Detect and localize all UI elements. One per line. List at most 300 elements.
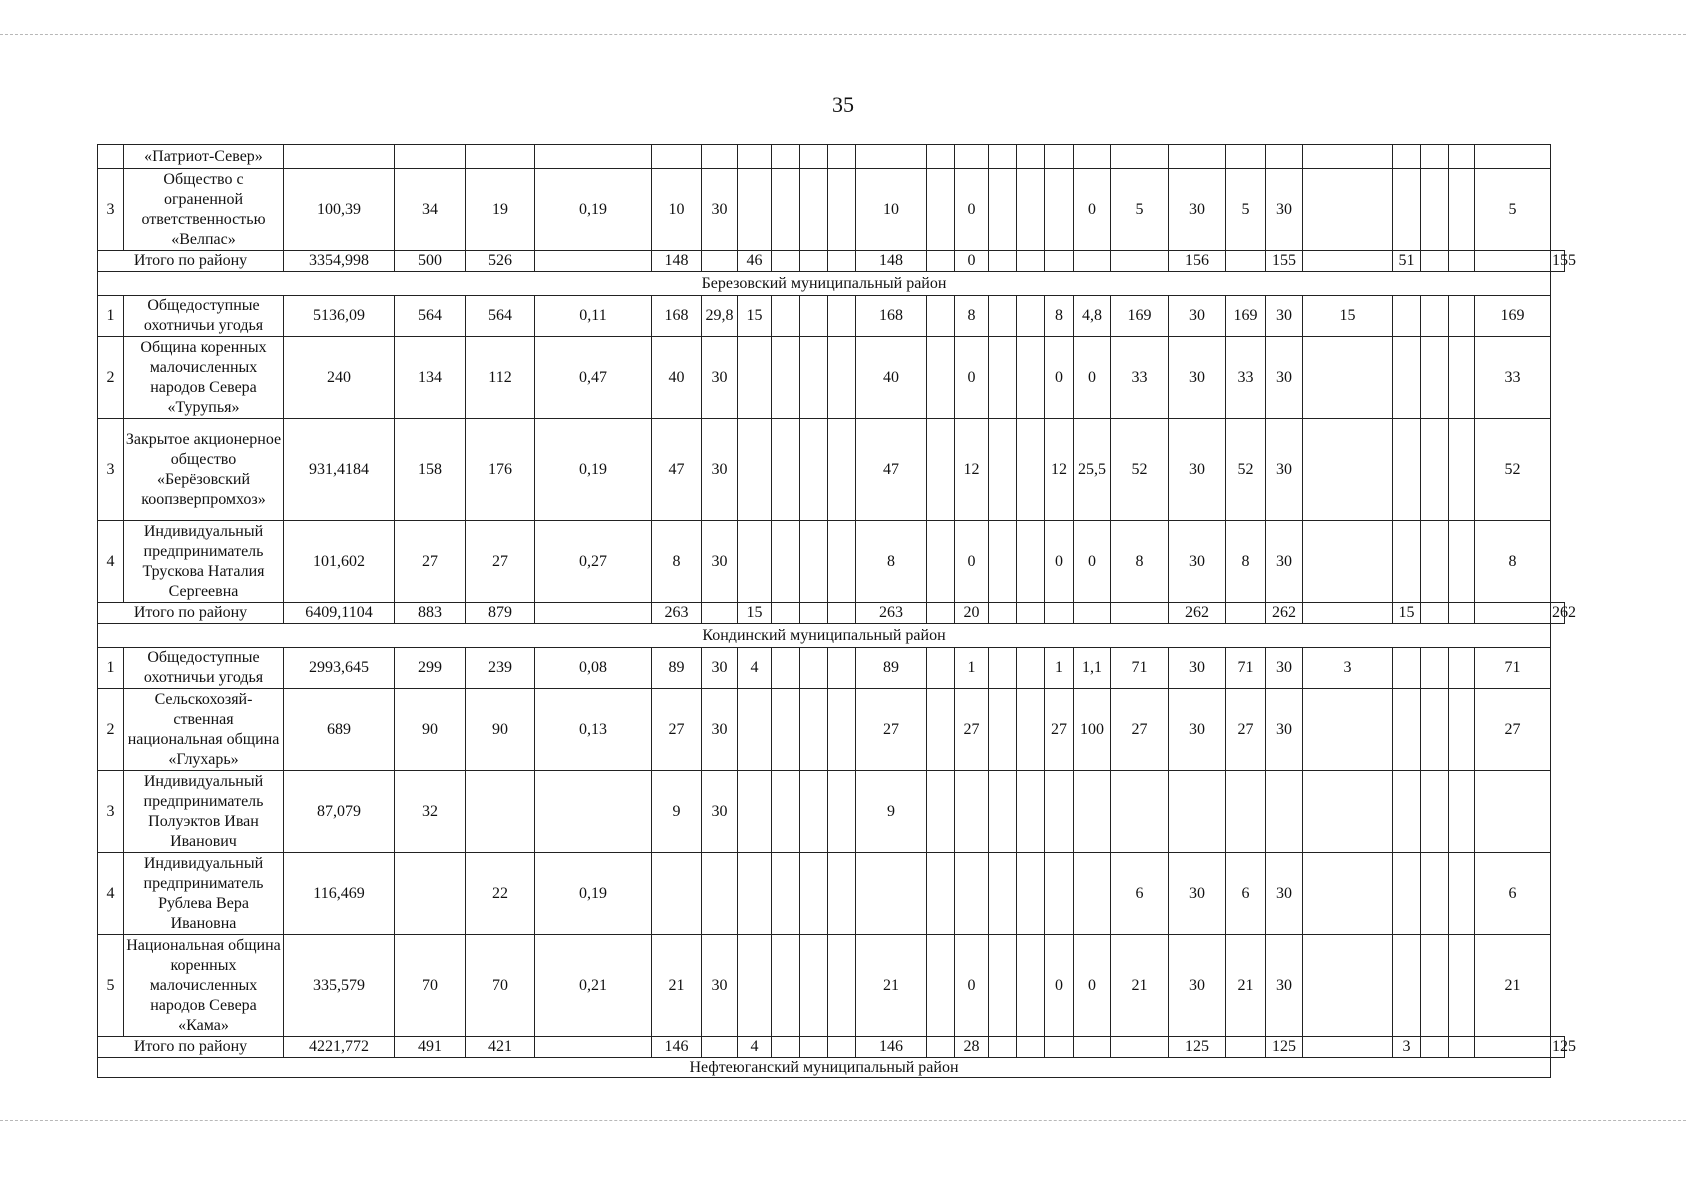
table-cell: 47 bbox=[652, 419, 702, 521]
table-cell: 100,39 bbox=[284, 169, 395, 251]
district-total-row bbox=[98, 603, 1565, 624]
table-row bbox=[98, 337, 1565, 419]
table-cell: 0 bbox=[1074, 169, 1111, 251]
table-cell: 9 bbox=[856, 771, 927, 853]
table-cell: 8 bbox=[856, 521, 927, 603]
organization-name: Закрытое акционерное общество «Берёзовский коопзверпромхоз» bbox=[124, 419, 284, 521]
table-row bbox=[98, 419, 1565, 521]
table-cell bbox=[828, 771, 856, 853]
table-cell: 20 bbox=[955, 603, 989, 624]
table-cell: 263 bbox=[652, 603, 702, 624]
table-cell: 87,079 bbox=[284, 771, 395, 853]
district-header-row bbox=[98, 1058, 1565, 1078]
table-cell bbox=[927, 853, 955, 935]
table-cell bbox=[772, 521, 800, 603]
row-number: 3 bbox=[98, 169, 124, 251]
table-cell bbox=[772, 689, 800, 771]
table-cell: 12 bbox=[955, 419, 989, 521]
table-cell: 0,08 bbox=[535, 648, 652, 689]
table-cell bbox=[1111, 771, 1169, 853]
table-cell bbox=[989, 296, 1017, 337]
table-cell: 30 bbox=[1266, 337, 1303, 419]
table-cell: 155 bbox=[1266, 251, 1303, 272]
table-cell: 33 bbox=[1475, 337, 1551, 419]
table-cell: 30 bbox=[1169, 853, 1226, 935]
organization-name: Индивидуальный предприниматель Трускова Наталия Сергеевна bbox=[124, 521, 284, 603]
table-cell: 0,19 bbox=[535, 853, 652, 935]
table-cell bbox=[955, 853, 989, 935]
table-cell: 0 bbox=[1074, 337, 1111, 419]
table-cell bbox=[828, 169, 856, 251]
table-cell: 30 bbox=[1169, 521, 1226, 603]
district-name: Кондинский муниципальный район bbox=[98, 624, 1551, 648]
table-cell: 4 bbox=[738, 648, 772, 689]
table-cell bbox=[1449, 169, 1475, 251]
table-cell bbox=[1045, 1037, 1074, 1058]
table-cell: 931,4184 bbox=[284, 419, 395, 521]
organization-name: Община коренных малочисленных народов Севера «Турупья» bbox=[124, 337, 284, 419]
row-number: 5 bbox=[98, 935, 124, 1037]
table-cell: 15 bbox=[738, 296, 772, 337]
table-cell bbox=[1421, 935, 1449, 1037]
table-cell bbox=[1421, 337, 1449, 419]
table-cell: 10 bbox=[652, 169, 702, 251]
table-cell bbox=[395, 853, 466, 935]
table-cell bbox=[1449, 419, 1475, 521]
table-cell: 564 bbox=[395, 296, 466, 337]
table-cell: 240 bbox=[284, 337, 395, 419]
table-cell: 30 bbox=[1266, 853, 1303, 935]
table-cell bbox=[828, 1037, 856, 1058]
table-cell: 3 bbox=[1303, 648, 1393, 689]
table-cell bbox=[772, 296, 800, 337]
table-cell: 32 bbox=[395, 771, 466, 853]
table-cell bbox=[1017, 853, 1045, 935]
table-cell: 30 bbox=[702, 771, 738, 853]
table-cell bbox=[989, 169, 1017, 251]
table-cell bbox=[927, 771, 955, 853]
table-cell: 5136,09 bbox=[284, 296, 395, 337]
table-cell: 27 bbox=[1045, 689, 1074, 771]
table-cell: 299 bbox=[395, 648, 466, 689]
table-cell bbox=[1017, 603, 1045, 624]
table-row bbox=[98, 145, 1565, 169]
table-cell bbox=[1017, 296, 1045, 337]
table-cell bbox=[772, 169, 800, 251]
table-cell bbox=[772, 1037, 800, 1058]
table-cell bbox=[828, 296, 856, 337]
table-cell: 9 bbox=[652, 771, 702, 853]
table-cell: 89 bbox=[856, 648, 927, 689]
table-cell: 70 bbox=[395, 935, 466, 1037]
table-cell bbox=[1449, 251, 1475, 272]
table-cell: 134 bbox=[395, 337, 466, 419]
table-cell: 169 bbox=[1475, 296, 1551, 337]
table-cell bbox=[800, 169, 828, 251]
table-cell bbox=[989, 648, 1017, 689]
table-cell bbox=[989, 603, 1017, 624]
table-cell bbox=[800, 251, 828, 272]
table-cell: 21 bbox=[1475, 935, 1551, 1037]
table-cell bbox=[1017, 521, 1045, 603]
table-cell bbox=[927, 169, 955, 251]
table-cell bbox=[828, 853, 856, 935]
table-cell bbox=[927, 1037, 955, 1058]
table-cell: 155 bbox=[1551, 251, 1565, 272]
table-cell: 30 bbox=[1266, 521, 1303, 603]
table-cell: 6409,1104 bbox=[284, 603, 395, 624]
table-cell: 112 bbox=[466, 337, 535, 419]
table-cell bbox=[989, 419, 1017, 521]
district-total-row bbox=[98, 1037, 1565, 1058]
table-cell bbox=[1111, 603, 1169, 624]
table-cell: 526 bbox=[466, 251, 535, 272]
table-cell: 29,8 bbox=[702, 296, 738, 337]
table-cell bbox=[1045, 169, 1074, 251]
organization-name: Общество с ограненной ответственностью «Велпас» bbox=[124, 169, 284, 251]
table-cell bbox=[1449, 648, 1475, 689]
table-cell: 30 bbox=[1169, 648, 1226, 689]
table-cell: 0 bbox=[955, 337, 989, 419]
table-cell bbox=[738, 689, 772, 771]
table-cell: 116,469 bbox=[284, 853, 395, 935]
table-cell: 30 bbox=[1266, 296, 1303, 337]
table-cell bbox=[927, 689, 955, 771]
table-cell: 89 bbox=[652, 648, 702, 689]
table-cell bbox=[738, 169, 772, 251]
table-cell: 27 bbox=[1226, 689, 1266, 771]
organization-name: Общедоступные охотничьи угодья bbox=[124, 648, 284, 689]
table-cell: 52 bbox=[1475, 419, 1551, 521]
table-cell: 0,11 bbox=[535, 296, 652, 337]
table-cell: 8 bbox=[1045, 296, 1074, 337]
table-cell: 46 bbox=[738, 251, 772, 272]
table-cell: 101,602 bbox=[284, 521, 395, 603]
table-cell: 0 bbox=[1045, 935, 1074, 1037]
table-cell bbox=[466, 771, 535, 853]
table-cell: 27 bbox=[1111, 689, 1169, 771]
table-cell: 30 bbox=[702, 648, 738, 689]
district-total-row bbox=[98, 251, 1565, 272]
table-cell: 0,21 bbox=[535, 935, 652, 1037]
table-cell: 27 bbox=[955, 689, 989, 771]
table-cell bbox=[1303, 935, 1393, 1037]
table-cell bbox=[1393, 337, 1421, 419]
table-cell: 263 bbox=[856, 603, 927, 624]
table-cell bbox=[1421, 689, 1449, 771]
scan-edge-bottom bbox=[0, 1120, 1686, 1121]
table-cell bbox=[828, 251, 856, 272]
table-cell bbox=[989, 251, 1017, 272]
table-cell bbox=[652, 853, 702, 935]
table-cell bbox=[989, 771, 1017, 853]
table-cell: 0 bbox=[955, 935, 989, 1037]
table-cell bbox=[702, 603, 738, 624]
table-cell: 8 bbox=[652, 521, 702, 603]
table-cell bbox=[772, 771, 800, 853]
row-number: 4 bbox=[98, 853, 124, 935]
table-cell bbox=[1045, 603, 1074, 624]
table-cell: 40 bbox=[856, 337, 927, 419]
table-cell: 30 bbox=[1266, 419, 1303, 521]
table-cell bbox=[1421, 853, 1449, 935]
table-cell: 8 bbox=[1475, 521, 1551, 603]
table-cell bbox=[772, 251, 800, 272]
table-cell bbox=[1017, 337, 1045, 419]
table-cell: 40 bbox=[652, 337, 702, 419]
table-cell bbox=[1393, 935, 1421, 1037]
table-cell: 6 bbox=[1226, 853, 1266, 935]
table-cell bbox=[1226, 1037, 1266, 1058]
district-total-label: Итого по району bbox=[98, 251, 284, 272]
table-cell: 21 bbox=[856, 935, 927, 1037]
table-cell bbox=[1475, 771, 1551, 853]
organization-name: Сельскохозяй-ственная национальная община «Глухарь» bbox=[124, 689, 284, 771]
table-cell bbox=[1393, 419, 1421, 521]
table-cell: 0 bbox=[1074, 935, 1111, 1037]
table-cell: 0,27 bbox=[535, 521, 652, 603]
table-cell: 5 bbox=[1475, 169, 1551, 251]
table-cell: 1 bbox=[955, 648, 989, 689]
table-cell bbox=[1421, 771, 1449, 853]
table-cell bbox=[927, 337, 955, 419]
table-cell bbox=[1074, 603, 1111, 624]
table-cell bbox=[927, 935, 955, 1037]
table-cell bbox=[927, 419, 955, 521]
table-cell: 30 bbox=[702, 689, 738, 771]
table-cell: 71 bbox=[1226, 648, 1266, 689]
table-cell bbox=[800, 603, 828, 624]
table-cell: 30 bbox=[1169, 169, 1226, 251]
table-row bbox=[98, 296, 1565, 337]
table-cell bbox=[1017, 771, 1045, 853]
table-cell bbox=[927, 296, 955, 337]
table-cell bbox=[1303, 1037, 1393, 1058]
table-cell: 0,19 bbox=[535, 419, 652, 521]
table-cell bbox=[738, 935, 772, 1037]
table-cell bbox=[828, 603, 856, 624]
row-number: 1 bbox=[98, 648, 124, 689]
table-cell: 15 bbox=[1393, 603, 1421, 624]
table-cell: 3 bbox=[1393, 1037, 1421, 1058]
table-cell: 21 bbox=[652, 935, 702, 1037]
table-cell bbox=[800, 1037, 828, 1058]
table-cell bbox=[1303, 521, 1393, 603]
table-cell: 30 bbox=[1266, 935, 1303, 1037]
table-cell: 100 bbox=[1074, 689, 1111, 771]
table-cell bbox=[1303, 853, 1393, 935]
table-cell bbox=[772, 603, 800, 624]
table-cell bbox=[1017, 419, 1045, 521]
table-cell: 27 bbox=[1475, 689, 1551, 771]
district-header-row bbox=[98, 624, 1565, 648]
table-cell: 33 bbox=[1111, 337, 1169, 419]
table-cell bbox=[1393, 169, 1421, 251]
table-cell: 0,47 bbox=[535, 337, 652, 419]
table-cell: 6 bbox=[1475, 853, 1551, 935]
table-cell: 30 bbox=[702, 419, 738, 521]
table-cell: 335,579 bbox=[284, 935, 395, 1037]
table-cell bbox=[800, 771, 828, 853]
table-cell bbox=[1421, 296, 1449, 337]
table-cell: 30 bbox=[1169, 935, 1226, 1037]
table-cell bbox=[927, 603, 955, 624]
table-cell: 52 bbox=[1111, 419, 1169, 521]
table-cell: 27 bbox=[652, 689, 702, 771]
table-cell bbox=[828, 935, 856, 1037]
table-cell bbox=[1017, 251, 1045, 272]
table-cell: 148 bbox=[652, 251, 702, 272]
table-row bbox=[98, 771, 1565, 853]
table-cell bbox=[989, 689, 1017, 771]
table-cell: 1 bbox=[1045, 648, 1074, 689]
table-cell: 30 bbox=[702, 521, 738, 603]
district-name: Нефтеюганский муниципальный район bbox=[98, 1058, 1551, 1078]
table-cell: 30 bbox=[1169, 689, 1226, 771]
table-cell: 27 bbox=[466, 521, 535, 603]
table-cell bbox=[1074, 1037, 1111, 1058]
table-cell: 21 bbox=[1111, 935, 1169, 1037]
table-cell: 262 bbox=[1169, 603, 1226, 624]
table-cell bbox=[1421, 419, 1449, 521]
table-cell: 15 bbox=[738, 603, 772, 624]
table-cell bbox=[1017, 935, 1045, 1037]
table-cell bbox=[772, 337, 800, 419]
table-cell: 158 bbox=[395, 419, 466, 521]
table-cell bbox=[1226, 603, 1266, 624]
page-number: 35 bbox=[832, 92, 854, 117]
table-cell: 491 bbox=[395, 1037, 466, 1058]
table-cell bbox=[738, 853, 772, 935]
table-cell bbox=[772, 648, 800, 689]
table-cell: 3354,998 bbox=[284, 251, 395, 272]
table-cell bbox=[1421, 169, 1449, 251]
table-cell: 689 bbox=[284, 689, 395, 771]
table-cell: 883 bbox=[395, 603, 466, 624]
table-cell bbox=[1045, 853, 1074, 935]
table-cell bbox=[772, 419, 800, 521]
table-cell bbox=[738, 521, 772, 603]
table-cell: 4 bbox=[738, 1037, 772, 1058]
table-cell bbox=[800, 337, 828, 419]
table-cell: 0 bbox=[955, 521, 989, 603]
table-cell bbox=[927, 648, 955, 689]
table-cell bbox=[828, 337, 856, 419]
table-cell bbox=[1449, 296, 1475, 337]
table-cell: 0,19 bbox=[535, 169, 652, 251]
table-cell: 1,1 bbox=[1074, 648, 1111, 689]
table-cell bbox=[535, 771, 652, 853]
row-number: 2 bbox=[98, 689, 124, 771]
table-cell: 30 bbox=[1169, 337, 1226, 419]
table-cell bbox=[989, 1037, 1017, 1058]
table-cell: 4221,772 bbox=[284, 1037, 395, 1058]
table-cell: 168 bbox=[652, 296, 702, 337]
table-cell: 564 bbox=[466, 296, 535, 337]
table-cell bbox=[535, 1037, 652, 1058]
table-cell bbox=[1475, 1037, 1551, 1058]
table-cell: 148 bbox=[856, 251, 927, 272]
table-cell bbox=[1266, 771, 1303, 853]
organization-name: «Патриот-Север» bbox=[124, 145, 284, 169]
table-cell bbox=[1303, 337, 1393, 419]
table-cell: 146 bbox=[856, 1037, 927, 1058]
table-cell: 71 bbox=[1475, 648, 1551, 689]
table-cell: 30 bbox=[1266, 169, 1303, 251]
table-cell bbox=[1303, 169, 1393, 251]
table-cell bbox=[800, 521, 828, 603]
table-cell: 0 bbox=[955, 251, 989, 272]
table-cell bbox=[1303, 419, 1393, 521]
organization-name: Национальная община коренных малочисленных народов Севера «Кама» bbox=[124, 935, 284, 1037]
table-cell bbox=[1449, 521, 1475, 603]
table-cell: 4,8 bbox=[1074, 296, 1111, 337]
table-cell bbox=[1421, 648, 1449, 689]
table-cell: 0,13 bbox=[535, 689, 652, 771]
table-cell bbox=[989, 337, 1017, 419]
table-cell: 500 bbox=[395, 251, 466, 272]
table-cell bbox=[772, 935, 800, 1037]
row-number: 1 bbox=[98, 296, 124, 337]
table-cell: 0 bbox=[1045, 521, 1074, 603]
table-cell bbox=[1449, 689, 1475, 771]
table-cell bbox=[738, 771, 772, 853]
table-cell bbox=[1421, 603, 1449, 624]
row-number: 4 bbox=[98, 521, 124, 603]
table-row bbox=[98, 853, 1565, 935]
table-cell: 6 bbox=[1111, 853, 1169, 935]
table-cell: 71 bbox=[1111, 648, 1169, 689]
table-cell: 30 bbox=[1169, 296, 1226, 337]
table-cell bbox=[800, 689, 828, 771]
table-cell: 125 bbox=[1266, 1037, 1303, 1058]
table-cell: 421 bbox=[466, 1037, 535, 1058]
table-cell bbox=[1475, 603, 1551, 624]
table-cell: 239 bbox=[466, 648, 535, 689]
district-total-label: Итого по району bbox=[98, 603, 284, 624]
table-cell: 21 bbox=[1226, 935, 1266, 1037]
table-cell bbox=[828, 419, 856, 521]
table-cell bbox=[856, 853, 927, 935]
table-cell: 30 bbox=[702, 337, 738, 419]
table-row bbox=[98, 689, 1565, 771]
table-cell: 30 bbox=[1266, 648, 1303, 689]
table-cell: 8 bbox=[955, 296, 989, 337]
table-cell: 8 bbox=[1111, 521, 1169, 603]
table-cell bbox=[1169, 771, 1226, 853]
table-cell: 169 bbox=[1226, 296, 1266, 337]
table-cell bbox=[1421, 1037, 1449, 1058]
organization-name: Индивидуальный предприниматель Полуэктов Иван Иванович bbox=[124, 771, 284, 853]
table-cell bbox=[800, 296, 828, 337]
table-cell bbox=[1111, 1037, 1169, 1058]
table-row bbox=[98, 648, 1565, 689]
table-cell: 10 bbox=[856, 169, 927, 251]
table-cell bbox=[702, 853, 738, 935]
row-number: 3 bbox=[98, 419, 124, 521]
table-cell: 33 bbox=[1226, 337, 1266, 419]
table-cell: 8 bbox=[1226, 521, 1266, 603]
table-cell bbox=[1303, 771, 1393, 853]
table-cell: 19 bbox=[466, 169, 535, 251]
table-cell: 30 bbox=[1169, 419, 1226, 521]
table-cell: 879 bbox=[466, 603, 535, 624]
table-cell bbox=[1449, 603, 1475, 624]
table-cell: 30 bbox=[702, 935, 738, 1037]
table-cell bbox=[955, 771, 989, 853]
table-cell bbox=[1226, 251, 1266, 272]
table-row bbox=[98, 935, 1565, 1037]
